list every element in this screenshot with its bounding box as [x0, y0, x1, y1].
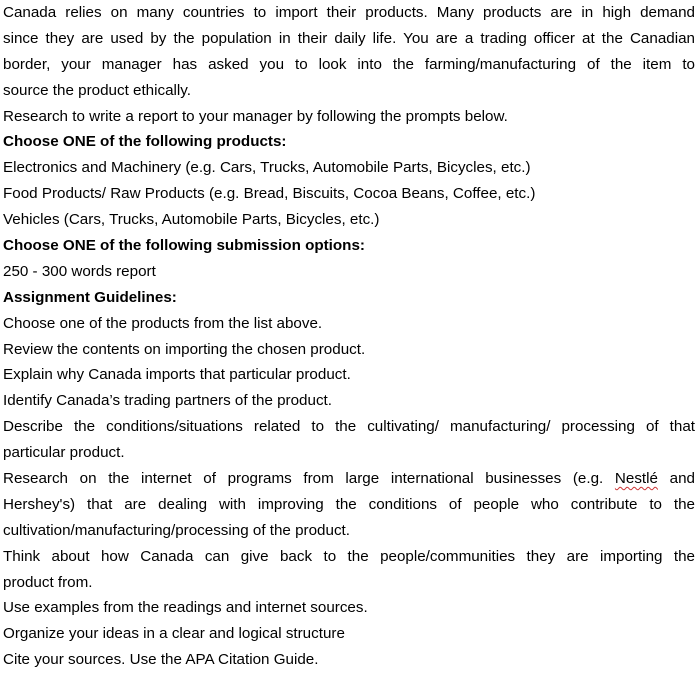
research-instruction: Research to write a report to your manager by following the prompts below. [3, 107, 508, 125]
guideline-item-continued: product from. [3, 573, 93, 591]
guideline-item: Think about how Canada can give back to the people/communities they are importing the [3, 547, 695, 565]
guideline-item: Organize your ideas in a clear and logical structure [3, 625, 345, 643]
intro-line: since they are used by the population in their daily life. You are a trading officer at the Canadian [3, 29, 695, 47]
submission-option: 250 - 300 words report [3, 262, 156, 280]
guideline-text: and [669, 470, 695, 488]
intro-line: border, your manager has asked you to look into the farming/manufacturing of the item to [3, 55, 695, 73]
submission-heading: Choose ONE of the following submission options: [3, 237, 365, 255]
spellcheck-flagged-word: Nestlé [614, 470, 658, 488]
product-option: Vehicles (Cars, Trucks, Automobile Parts, Bicycles, etc.) [3, 211, 380, 229]
intro-line: Canada relies on many countries to import their products. Many products are in high demand [3, 4, 695, 21]
guideline-item: Identify Canada’s trading partners of the product. [3, 392, 332, 410]
product-option: Food Products/ Raw Products (e.g. Bread, Biscuits, Cocoa Beans, Coffee, etc.) [3, 185, 536, 203]
guideline-text: Research on the internet of programs from large international businesses (e.g. [3, 470, 604, 488]
product-option: Electronics and Machinery (e.g. Cars, Trucks, Automobile Parts, Bicycles, etc.) [3, 159, 531, 177]
guideline-item-continued: cultivation/manufacturing/processing of the product. [3, 521, 350, 539]
guidelines-heading: Assignment Guidelines: [3, 288, 177, 306]
guideline-item: Describe the conditions/situations related to the cultivating/ manufacturing/ processing of that [3, 418, 695, 436]
guideline-item: Review the contents on importing the chosen product. [3, 340, 366, 358]
guideline-item: Use examples from the readings and internet sources. [3, 599, 368, 617]
intro-line: source the product ethically. [3, 81, 191, 99]
guideline-item: Choose one of the products from the list above. [3, 314, 323, 332]
guideline-item: Explain why Canada imports that particular product. [3, 366, 351, 384]
guideline-item-continued: Hershey's) that are dealing with improving the conditions of people who contribute to the [3, 495, 695, 513]
products-heading: Choose ONE of the following products: [3, 133, 287, 151]
guideline-item: Cite your sources. Use the APA Citation Guide. [3, 651, 319, 669]
guideline-item-continued: particular product. [3, 444, 125, 462]
guideline-item [3, 466, 695, 492]
